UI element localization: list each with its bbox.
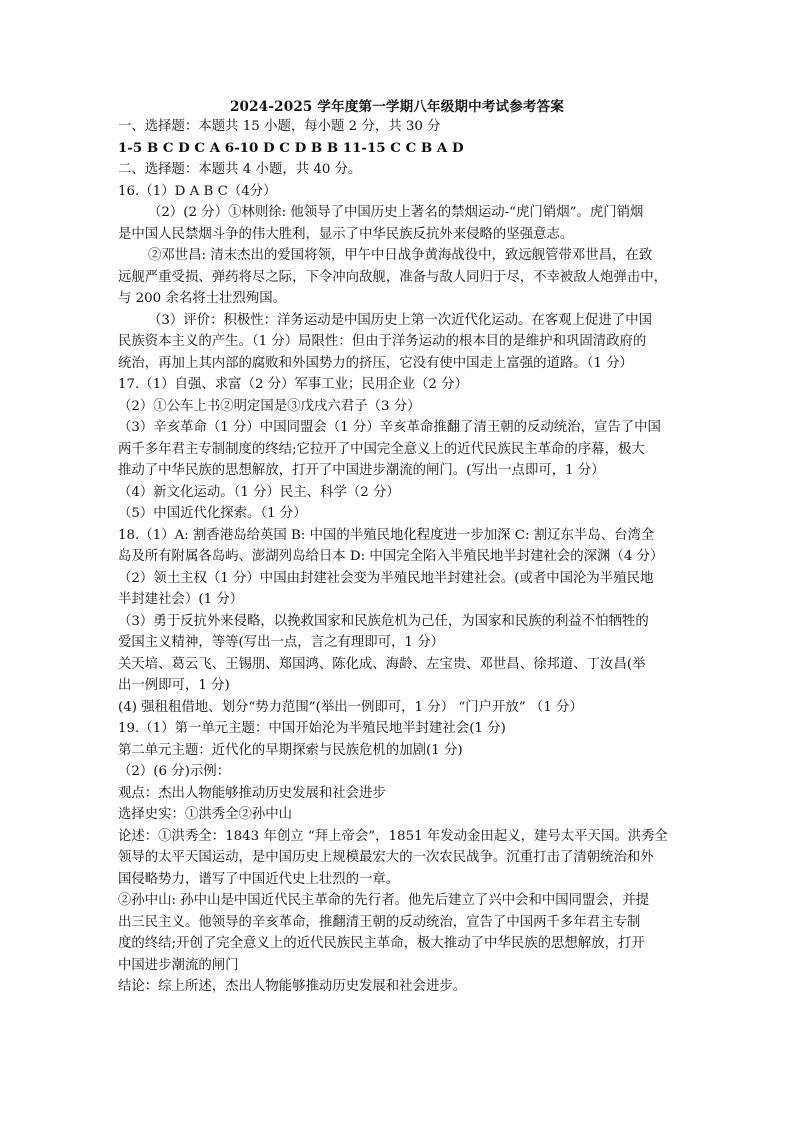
answer-line: 半封建社会）(1 分） [118, 592, 244, 607]
answer-line: （3）勇于反抗外来侵略，以挽救国家和民族危机为己任，为国家和民族的利益不怕牺牲的 [118, 613, 649, 629]
answer-line: （4）新文化运动。（1 分）民主、科学（2 分） [118, 484, 400, 500]
answer-line: 民族资本主义的产生。（1 分）局限性：但由于洋务运动的根本目的是维护和巩固清政府的 [118, 334, 647, 349]
answer-line: 统治，再加上其内部的腐败和外国势力的挤压，它没有使中国走上富强的道路。（1 分） [118, 355, 633, 371]
answer-line: 第二单元主题：近代化的早期探索与民族危机的加剧(1 分) [118, 742, 463, 758]
answer-line: (4) 强租租借地、划分“势力范围”(举出一例即可，1 分） “门户开放” （1 分） [118, 699, 583, 715]
answer-line: （3）评价：积极性：洋务运动是中国历史上第一次近代化运动。在客观上促进了中国 [148, 312, 652, 328]
answer-line: 度的终结;开创了完全意义上的近代民族民主革命，极大推动了中华民族的思想解放，打开 [118, 936, 645, 951]
answer-line: （2）①公车上书②明定国是③戊戌六君子（3 分） [118, 398, 421, 414]
answer-line: 出一例即可，1 分) [118, 678, 230, 693]
answer-line: 岛及所有附属各岛屿、澎湖列岛给日本 D: 中国完全陷入半殖民地半封建社会的深渊（4 分） [118, 549, 664, 564]
answer-line: （3）辛亥革命（1 分）中国同盟会（1 分）辛亥革命推翻了清王朝的反动统治，宣告了中国 [118, 420, 661, 435]
answer-line: 国侵略势力，谱写了中国近代史上壮烈的一章。 [118, 871, 400, 887]
answer-line: 远舰严重受损、弹药将尽之际，下令冲向敌舰，准备与敌人同归于尽，不幸被敌人炮弹击中， [118, 269, 668, 285]
answer-line: 选择史实：①洪秀全②孙中山 [118, 807, 293, 822]
answer-line: 18.（1）A: 割香港岛给英国 B: 中国的半殖民地化程度进一步加深 C: 割辽东半岛、台湾全 [118, 527, 655, 543]
answer-line: 与 200 余名将士壮烈殉国。 [118, 291, 286, 306]
answer-line: 结论：综上所述，杰出人物能够推动历史发展和社会进步。 [118, 979, 467, 994]
answer-line: 二、选择题：本题共 4 小题，共 40 分。 [118, 162, 362, 177]
answer-line: 17.（1）自强、求富（2 分）军事工业；民用企业（2 分） [118, 377, 468, 392]
answer-line: 两千多年君主专制制度的终结;它拉开了中国完全意义上的近代民族民主革命的序幕，极大 [118, 441, 645, 457]
answer-line: （5）中国近代化探索。（1 分） [118, 506, 307, 521]
answer-line: ②孙中山: 孙中山是中国近代民主革命的先行者。他先后建立了兴中会和中国同盟会，并提 [118, 893, 649, 908]
answer-line: ②邓世昌: 清末杰出的爱国将领，甲午中日战争黄海战役中，致远舰管带邓世昌，在致 [148, 248, 653, 263]
answer-line: （2）(2 分）①林则徐: 他领导了中国历史上著名的禁烟运动-“虎门销烟”。虎门销烟 [148, 205, 644, 220]
answer-line: （2）领土主权（1 分）中国由封建社会变为半殖民地半封建社会。(或者中国沦为半殖民地 [118, 570, 654, 586]
answer-line: 爱国主义精神，等等(写出一点，言之有理即可，1 分） [118, 635, 444, 650]
answer-line: （2）(6 分)示例： [118, 764, 231, 779]
answer-line: 1-5 B C D C A 6-10 D C D B B 11-15 C C B A D [118, 139, 464, 156]
answer-line: 领导的太平天国运动，是中国历史上规模最宏大的一次农民战争。沉重打击了清朝统治和外 [118, 850, 654, 865]
answer-line: 16.（1）D A B C（4分） [118, 183, 277, 199]
answer-line: 推动了中华民族的思想解放，打开了中国进步潮流的闸门。(写出一点即可，1 分） [118, 463, 605, 478]
answer-line: 出三民主义。他领导的辛亥革命，推翻清王朝的反动统治，宣告了中国两千多年君主专制 [118, 914, 641, 930]
answer-line: 中国进步潮流的闸门 [118, 957, 239, 973]
answer-line: 关天培、葛云飞、王锡朋、郑国鸿、陈化成、海龄、左宝贵、邓世昌、徐邦道、丁汝昌(举 [118, 656, 646, 672]
answer-line: 19.（1）第一单元主题：中国开始沦为半殖民地半封建社会(1 分) [118, 721, 506, 736]
document-title: 2024-2025 学年度第一学期八年级期中考试参考答案 [229, 99, 565, 115]
answer-line: 是中国人民禁烟斗争的伟大胜利，显示了中华民族反抗外来侵略的坚强意志。 [118, 226, 574, 242]
answer-line: 观点：杰出人物能够推动历史发展和社会进步 [118, 785, 386, 801]
answer-line: 一、选择题：本题共 15 小题，每小题 2 分，共 30 分 [118, 119, 441, 134]
answer-line: 论述：①洪秀全：1843 年创立 “拜上帝会”，1851 年发动金田起义，建号太平天国。洪秀全 [118, 828, 668, 844]
